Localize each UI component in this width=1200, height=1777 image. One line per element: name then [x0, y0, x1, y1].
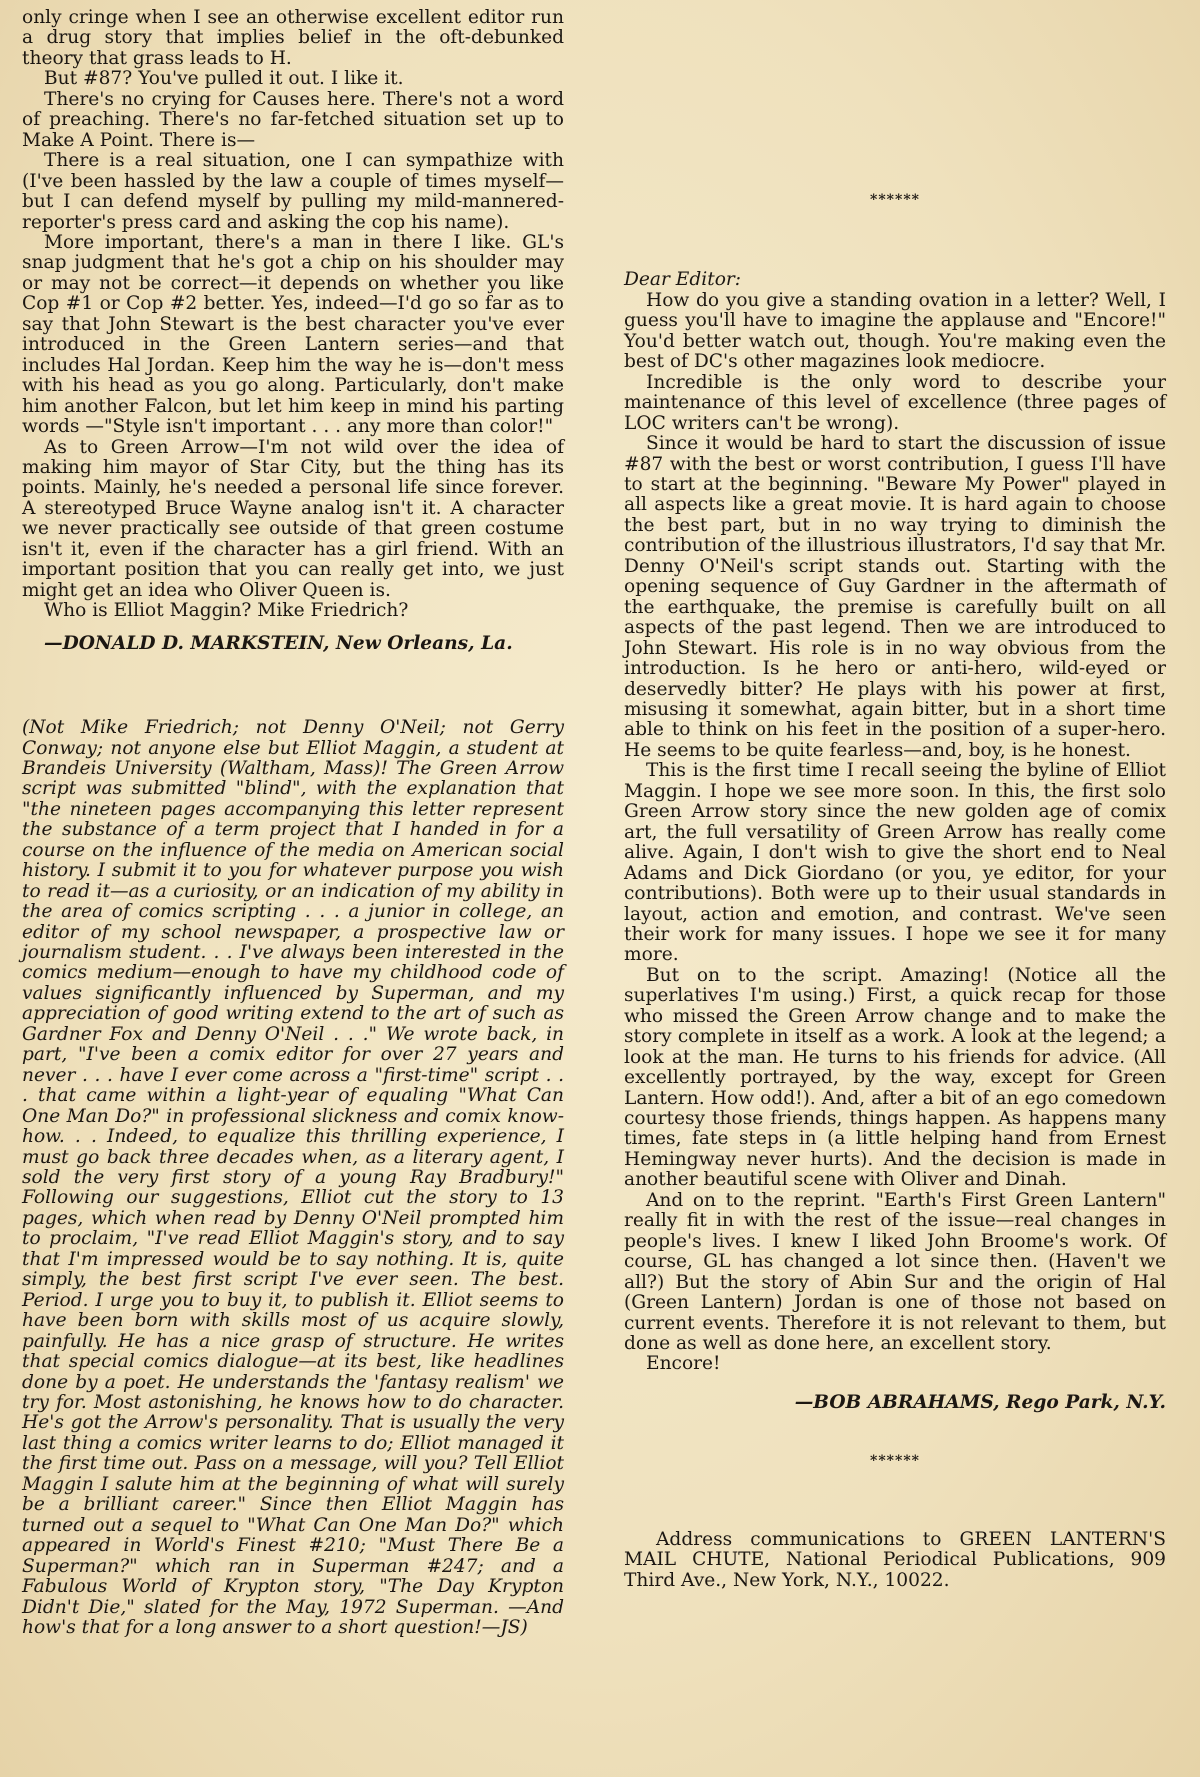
letter-paragraph: And on to the reprint. "Earth's First Green Lantern" really fit in with the rest of the issue—real changes in people's lives. I knew I liked John Broome's work. Of course, GL has changed a lot since then. (Haven't we all?) But the story of Abin Sur and the origin of Hal (Green Lantern) Jordan is one of those not based on current events. Therefore it is not relevant to them, but done as well as done here, an excellent story. [624, 1189, 1166, 1355]
letter-paragraph: only cringe when I see an otherwise excellent editor run a drug story that implies belief in the oft-debunked theory that grass leads to H. [22, 7, 564, 69]
section-separator: ****** [870, 192, 920, 208]
letter-paragraph: But on to the script. Amazing! (Notice all the superlatives I'm using.) First, a quick recap for those who missed the Green Arrow change and to make the story complete in itself as a work. A look at the legend; a look at the man. He turns to his friends for advice. (All excellently portrayed, by the way, except for Green Lantern. How odd!). And, after a bit of an ego comedown courtesy those friends, things happen. As happens many times, fate steps in (a little helping hand from Ernest Hemingway never hurts). And the decision is made in another beautiful scene with Oliver and Dinah. [624, 964, 1166, 1191]
letter-paragraph: Incredible is the only word to describe your maintenance of this level of excellence (three pages of LOC writers can't be wrong). [624, 371, 1166, 434]
letter-paragraph: Who is Elliot Maggin? Mike Friedrich? [44, 600, 409, 622]
letter-paragraph: As to Green Arrow—I'm not wild over the idea of making him mayor of Star City, but the thing has its points. Mainly, he's needed a personal life since forever. A stereotyped Bruce Wayne analog isn't it. A character we never practically see outside of that green costume isn't it, even if the character has a girl friend. With an important position that you can really get into, we just might get an idea who Oliver Queen is. [22, 436, 564, 601]
editor-response [22, 718, 564, 1638]
letter-paragraph: Encore! [646, 1353, 721, 1375]
letter-salutation: Dear Editor: [624, 269, 742, 291]
letter-paragraph: There is a real situation, one I can sympathize with (I've been hassled by the law a couple of times myself—but I can defend myself by pulling my mild-mannered-reporter's press card and asking the cop his name). [22, 150, 564, 233]
letter-paragraph: How do you give a standing ovation in a letter? Well, I guess you'll have to imagine the applause and "Encore!" You'd better watch out, though. You're making even the best of DC's other magazines look mediocre. [624, 289, 1166, 373]
letter-markstein [22, 8, 564, 654]
letter-paragraph: Since it would be hard to start the discussion of issue #87 with the best or worst contribution, I guess I'll have to start at the beginning. "Beware My Power" played in all aspects like a great movie. It is hard again to choose the best part, but in no way trying to diminish the contribution of the illustrious illustrators, I'd say that Mr. Denny O'Neil's script stands out. Starting with the opening sequence of Guy Gardner in the aftermath of the earthquake, the premise is carefully built on all aspects of the past legend. Then we are introduced to John Stewart. His role is in no way obvious from the introduction. Is he hero or anti-hero, wild-eyed or deservedly bitter? He plays with his power at first, misusing it somewhat, again bitter, but in a short time able to think on his feet in the position of a super-hero. He seems to be quite fearless—and, boy, is he honest. [624, 433, 1166, 761]
mailing-address: Address communications to GREEN LANTERN'S MAIL CHUTE, National Periodical Publications, 909 Third Ave., New York, N.Y., 10022. [624, 1528, 1166, 1591]
section-separator: ****** [870, 1453, 920, 1470]
right-column [624, 8, 1166, 1591]
letter-paragraph: There's no crying for Causes here. There's not a word of preaching. There's no far-fetched situation set up to Make A Point. There is— [22, 88, 564, 151]
letter-paragraph: This is the first time I recall seeing the byline of Elliot Maggin. I hope we see more soon. In this, the first solo Green Arrow story since the new golden age of comix art, the full versatility of Green Arrow has really come alive. Again, I don't wish to give the short end to Neal Adams and Dick Giordano (or you, ye editor, for your contributions). Both were up to their usual standards in layout, action and emotion, and contrast. We've seen their work for many issues. I hope we see it for many more. [624, 760, 1166, 966]
letter-signature: —BOB ABRAHAMS, Rego Park, N.Y. [794, 1391, 1166, 1413]
left-column [22, 8, 564, 1638]
letter-paragraph: More important, there's a man in there I like. GL's snap judgment that he's got a chip on his shoulder may or may not be correct—it depends on whether you like Cop #1 or Cop #2 better. Yes, indeed—I'd go so far as to say that John Stewart is the best character you've ever introduced in the Green Lantern series—and that includes Hal Jordan. Keep him the way he is—don't mess with his head as you go along. Particularly, don't make him another Falcon, but let him keep in mind his parting words —"Style isn't important . . . any more than color!" [22, 231, 564, 438]
letter-abrahams [624, 270, 1166, 1413]
letter-signature: —DONALD D. MARKSTEIN, New Orleans, La. [44, 632, 513, 654]
continued-space [624, 8, 1166, 156]
letter-paragraph: But #87? You've pulled it out. I like it. [44, 68, 404, 90]
response-paragraph: (Not Mike Friedrich; not Denny O'Neil; not Gerry Conway; not anyone else but Elliot Maggin, a student at Brandeis University (Waltham, Mass)! The Green Arrow script was submitted "blind", with the explanation that "the nineteen pages accompanying this letter represent the substance of a term project that I handed in for a course on the influence of the media on American social history. I submit it to you for whatever purpose you wish to read it—as a curiosity, or an indication of my ability in the area of comics scripting . . . a junior in college, an editor of my school newspaper, a prospective law or journalism student. . . I've always been interested in the comics medium—enough to have my childhood code of values significantly influenced by Superman, and my appreciation of good writing extend to the art of such as Gardner Fox and Denny O'Neil . . ." We wrote back, in part, "I've been a comix editor for over 27 years and never . . . have I ever come across a "first-time" script . . . that came within a light-year of equaling "What Can One Man Do?" in professional slickness and comix know-how. . . Indeed, to equalize this thrilling experience, I must go back three decades when, as a literary agent, I sold the very first story of a young Ray Bradbury!" Following our suggestions, Elliot cut the story to 13 pages, which when read by Denny O'Neil prompted him to proclaim, "I've read Elliot Maggin's story, and to say that I'm impressed would be to say nothing. It is, quite simply, the best first script I've ever seen. The best. Period. I urge you to buy it, to publish it. Elliot seems to have been born with skills most of us acquire slowly, painfully. He has a nice grasp of structure. He writes that special comics dialogue—at its best, like headlines done by a poet. He understands the 'fantasy realism' we try for. Most astonishing, he knows how to do character. He's got the Arrow's personality. That is usually the very last thing a comics writer learns to do; Elliot managed it the first time out. Pass on a message, will you? Tell Elliot Maggin I salute him at the beginning of what will surely be a brilliant career." Since then Elliot Maggin has turned out a sequel to "What Can One Man Do?" which appeared in World's Finest #210; "Must There Be a Superman?" which ran in Superman #247; and a Fabulous World of Krypton story, "The Day Krypton Didn't Die," slated for the May, 1972 Superman. —And how's that for a long answer to a short question!—JS) [22, 717, 564, 1638]
